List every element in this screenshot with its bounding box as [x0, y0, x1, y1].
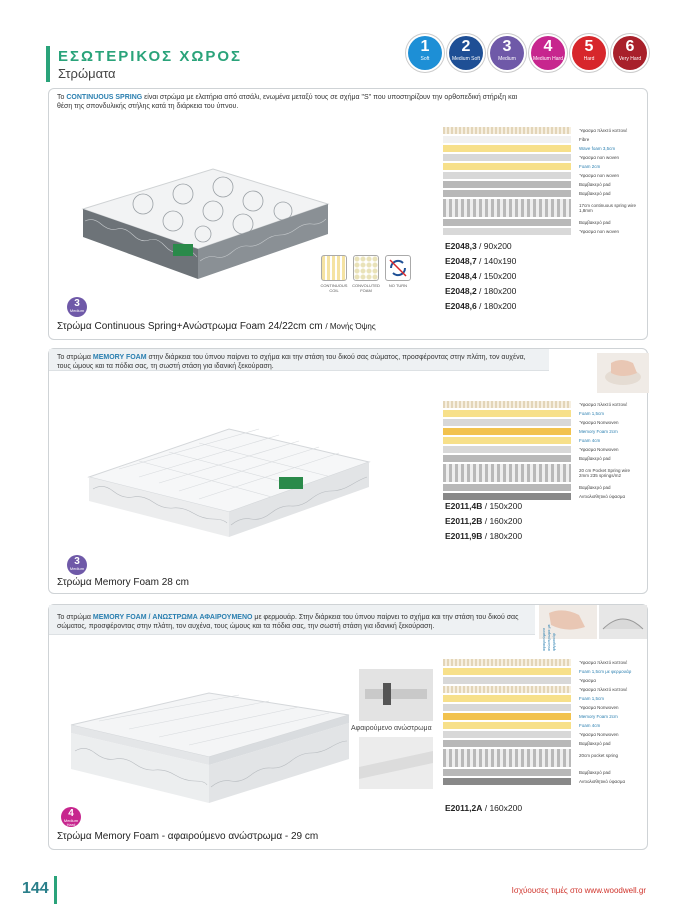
layer-swatch: [443, 145, 571, 152]
layer-swatch: [443, 464, 571, 482]
product-name: Στρώμα Memory Foam - αφαιρούμενο ανώστρωμα - 29 cm: [57, 831, 319, 842]
layer-label: Βαμβακερό pad: [579, 220, 611, 225]
layer-label: Ύφασμα πλεκτό κοττονέ: [579, 128, 628, 133]
layer-swatch: [443, 704, 571, 711]
layer-label: Αντιολισθητικό ύφασμα: [579, 494, 626, 499]
layer-swatch: [443, 484, 571, 491]
product-code-row: E2011,4B / 150x200: [445, 501, 523, 511]
firmness-level-2: 2 Medium Soft: [449, 36, 483, 70]
layer-label: Ύφασμα πλεκτό κοττονέ: [579, 402, 628, 407]
layer-swatch: [443, 446, 571, 453]
layer-swatch: [443, 686, 571, 693]
page-title: ΕΣΩΤΕΡΙΚΟΣ ΧΩΡΟΣ: [58, 48, 243, 65]
layer-swatch: [443, 428, 571, 435]
layer-label: Foam 1,5cm με φερμουάρ: [579, 669, 632, 674]
feature-label: NO TURN: [388, 283, 408, 288]
layer-label: Foam 2cm: [579, 164, 601, 169]
layer-label: Foam 4cm: [579, 438, 601, 443]
firmness-badge: 4 Medium Hard: [61, 807, 81, 827]
layer-swatch: [443, 695, 571, 702]
firmness-level-4: 4 Medium Hard: [531, 36, 565, 70]
layer-swatch: [443, 668, 571, 675]
layer-swatch: [443, 677, 571, 684]
product-name: Στρώμα Continuous Spring+Ανώστρωμα Foam 24/22cm cm / Μονής Όψης: [57, 321, 376, 332]
foam-sample-image: [599, 605, 647, 639]
layer-label: 20 cm Pocket Spring wire 2mm 235 springs/m2: [579, 468, 631, 478]
layer-swatch: [443, 749, 571, 767]
product-section-continuous-spring: [48, 88, 648, 340]
layer-swatch: [443, 219, 571, 226]
layer-swatch: [443, 181, 571, 188]
layer-label: Ύφασμα: [579, 678, 596, 683]
layer-swatch: [443, 199, 571, 217]
product-section-memory-foam-topper: [48, 604, 648, 850]
layer-label: 20cm pocket spring: [579, 753, 619, 758]
product-section-memory-foam: [48, 348, 648, 594]
layer-swatch: [443, 401, 571, 408]
layer-swatch: [443, 154, 571, 161]
product-intro: Το CONTINUOUS SPRING είναι στρώμα με ελατήρια από ατσάλι, ενωμένα μεταξύ τους σε σχήμα "S" που υποστηρίζουν την ορθοπεδική στήριξη και θέση της σπονδυλικής στήλης κατά τη διάρκεια του ύπνου.: [57, 94, 518, 110]
layer-label: Ύφασμα non woven: [579, 229, 619, 234]
layer-swatch: [443, 731, 571, 738]
layer-swatch: [443, 713, 571, 720]
topper-detail-image: [359, 737, 433, 789]
product-codes: [445, 239, 516, 314]
layer-label: Foam 4cm: [579, 723, 601, 728]
layer-label: Βαμβακερό pad: [579, 770, 611, 775]
firmness-badge: 3 Medium: [67, 555, 87, 575]
layer-swatch: [443, 172, 571, 179]
header-accent-bar: [46, 46, 50, 82]
layer-label: Fibre: [579, 137, 590, 142]
feature-label: CONVOLUTED FOAM: [352, 283, 380, 293]
layer-swatch: [443, 437, 571, 444]
layer-label: Βαμβακερό pad: [579, 456, 611, 461]
firmness-level-6: 6 Very Hard: [613, 36, 647, 70]
product-code-row: E2048,7 / 140x190: [445, 256, 517, 266]
mattress-image: [59, 685, 359, 815]
layer-swatch: [443, 659, 571, 666]
firmness-level-5: 5 Hard: [572, 36, 606, 70]
layer-label: Ύφασμα Nonwoven: [579, 705, 619, 710]
product-code-row: E2011,2A / 160x200: [445, 803, 523, 813]
product-code-row: E2011,2B / 160x200: [445, 516, 523, 526]
product-code-row: E2011,9B / 180x200: [445, 531, 523, 541]
layer-label: Βαμβακερό pad: [579, 191, 611, 196]
layer-label: Wave foam 3,5cm: [579, 146, 616, 151]
product-codes: [445, 801, 522, 816]
layer-swatch: [443, 163, 571, 170]
topper-vertical-label: αφαιρούμενο ανώστρωμα με φερμουάρ: [541, 624, 556, 651]
product-code-row: E2048,4 / 150x200: [445, 271, 517, 281]
footer-note: Ισχύουσες τιμές στο www.woodwell.gr: [511, 886, 646, 895]
layer-swatch: [443, 228, 571, 235]
layer-swatch: [443, 769, 571, 776]
mattress-image: [63, 149, 333, 289]
page-subtitle: Στρώματα: [58, 66, 116, 81]
hand-foam-image: [597, 353, 649, 393]
layer-swatch: [443, 722, 571, 729]
layer-swatch: [443, 419, 571, 426]
layer-label: Ύφασμα non woven: [579, 155, 619, 160]
product-codes: [445, 499, 522, 544]
product-code-row: E2048,3 / 90x200: [445, 241, 512, 251]
page-number: 144: [22, 880, 49, 897]
layer-label: Ύφασμα Nonwoven: [579, 447, 619, 452]
layer-swatch: [443, 740, 571, 747]
layer-label: Ύφασμα πλεκτό κοττονέ: [579, 687, 628, 692]
layer-label: Memory Foam 2cm: [579, 714, 618, 719]
product-code-row: E2048,6 / 180x200: [445, 301, 517, 311]
detail-label: Αφαιρούμενο ανώστρωμα: [351, 725, 432, 732]
zipper-detail-image: [359, 669, 433, 721]
layer-swatch: [443, 410, 571, 417]
layer-swatch: [443, 455, 571, 462]
mattress-image: [79, 407, 379, 547]
feature-label: CONTINUOUS COIL: [320, 283, 348, 293]
layer-label: Βαμβακερό pad: [579, 741, 611, 746]
layer-label: 17cm continuous spring wire 1,8mm: [579, 203, 637, 213]
layer-label: Foam 1,5cm: [579, 411, 605, 416]
layer-swatch: [443, 127, 571, 134]
convoluted-foam-icon: [353, 255, 379, 281]
continuous-coil-icon: [321, 255, 347, 281]
layer-label: Ύφασμα πλεκτό κοττονέ: [579, 660, 628, 665]
layer-label: Ύφασμα non woven: [579, 173, 619, 178]
layer-label: Ύφασμα Nonwoven: [579, 420, 619, 425]
layer-swatch: [443, 136, 571, 143]
firmness-level-1: 1 Soft: [408, 36, 442, 70]
firmness-badge: 3 Medium: [67, 297, 87, 317]
product-intro: Το στρώμα MEMORY FOAM / ΑΝΩΣΤΡΩΜΑ ΑΦΑΙΡΟΥΜΕΝΟ με φερμουάρ. Στην διάρκεια του ύπνου παίρνει το σχήμα και την στάση του δικού σας σώματος, προσφέροντας στην πλάτη, τον αυχένα, τους ώμους και τα πόδια σας, την σωστή στάση για ιδανική ξεκούραση.: [57, 614, 519, 630]
product-intro: Το στρώμα MEMORY FOAM στην διάρκεια του ύπνου παίρνει το σχήμα και την στάση του δικού σας σώματος, προσφέροντας στην πλάτη, τον αυχένα, τους ώμους και τα πόδια σας, τη σωστή στάση για ιδανική ξεκούραση.: [57, 354, 526, 370]
footer-accent-bar: [54, 876, 57, 904]
layer-label: Ύφασμα Nonwoven: [579, 732, 619, 737]
layer-label: Βαμβακερό pad: [579, 485, 611, 490]
layer-swatch: [443, 190, 571, 197]
firmness-level-3: 3 Medium: [490, 36, 524, 70]
layer-label: Foam 1,5cm: [579, 696, 605, 701]
product-code-row: E2048,2 / 180x200: [445, 286, 517, 296]
layer-swatch: [443, 778, 571, 785]
layer-label: Βαμβακερό pad: [579, 182, 611, 187]
product-name: Στρώμα Memory Foam 28 cm: [57, 577, 189, 588]
no-turn-icon: [385, 255, 411, 281]
layer-label: Memory Foam 2cm: [579, 429, 618, 434]
layer-label: Αντιολισθητικό ύφασμα: [579, 779, 626, 784]
